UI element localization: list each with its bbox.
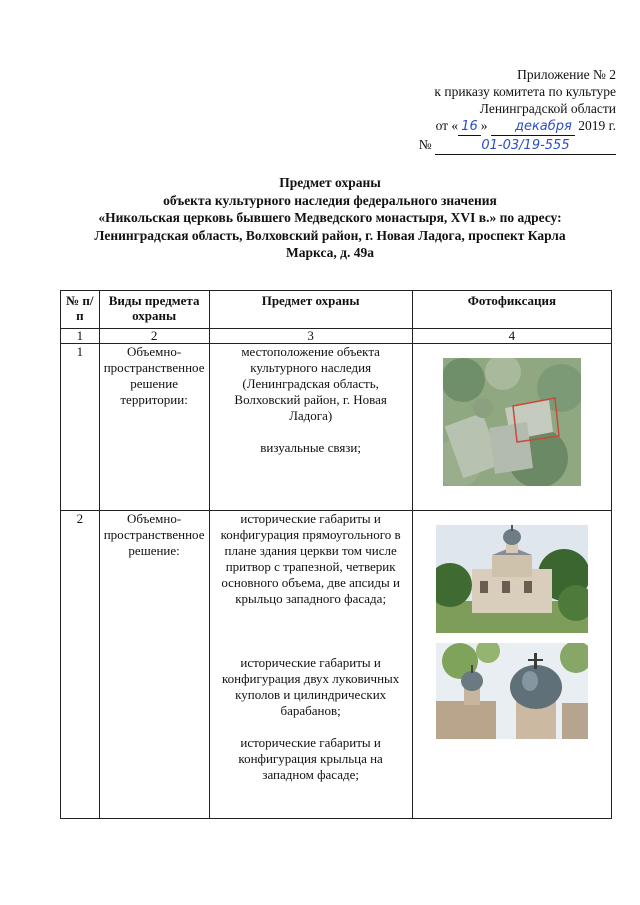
header-type: Виды предмета охраны [99,291,209,329]
protection-table [60,290,612,819]
table-row [61,344,612,511]
date-mid: » [480,118,488,133]
row-2-num: 2 [61,511,100,819]
date-day: 16 [458,118,481,136]
number-prefix: № [418,137,432,152]
table-row [61,511,612,819]
header-photo: Фотофиксация [412,291,611,329]
row-1-subject-1: местоположение объекта культурного наследия (Ленинградская область, Волховский район, г. Новая Ладога) [234,344,387,423]
date-year: 2019 г. [578,118,616,133]
colnum-4: 4 [412,329,611,344]
appendix-date [356,117,616,136]
row-1-subjects [209,344,412,511]
header-subject: Предмет охраны [209,291,412,329]
column-numbers-row [61,329,612,344]
appendix-number [356,136,616,155]
title-line-1: Предмет охраны [279,175,381,190]
row-1-num: 1 [61,344,100,511]
row-1-subject-2: визуальные связи; [260,440,361,455]
colnum-3: 3 [209,329,412,344]
date-prefix: от « [435,118,459,133]
row-2-subject-1: исторические габариты и конфигурация прямоугольного в плане здания церкви том числе притвор с трапезной, четверик основного объема, две апсиды и крыльцо западного фасада; [220,511,401,606]
colnum-1: 1 [61,329,100,344]
document-title [60,174,600,262]
church-photo-image [436,525,588,633]
domes-photo-image [436,643,588,739]
row-2-subject-2: исторические габариты и конфигурация двух луковичных куполов и цилиндрических барабанов; [222,655,400,718]
title-line-2: объекта культурного наследия федерального значения [163,192,497,208]
appendix-line-2: к приказу комитета по культуре [434,84,616,99]
appendix-line-1: Приложение № 2 [517,67,616,82]
date-month: декабря [491,118,575,136]
colnum-2: 2 [99,329,209,344]
title-line-4: Ленинградская область, Волховский район, г. Новая Ладога, проспект Карла [94,227,566,243]
appendix-line-3: Ленинградской области [479,101,616,116]
number-value: 01-03/19-555 [435,137,616,155]
title-line-5: Маркса, д. 49а [286,245,374,260]
aerial-photo-image [443,358,581,486]
row-2-subject-3: исторические габариты и конфигурация крыльца на западном фасаде; [238,735,383,782]
row-1-photo [412,344,611,511]
row-2-photos [412,511,611,819]
table-header-row [61,291,612,329]
appendix-block [356,66,616,155]
row-2-type: Объемно-пространственное решение: [99,511,209,819]
row-2-subjects [209,511,412,819]
row-1-type: Объемно-пространственное решение территории: [99,344,209,511]
title-line-3: «Никольская церковь бывшего Медведского монастыря, XVI в.» по адресу: [98,210,562,225]
header-num: № п/п [61,291,100,329]
